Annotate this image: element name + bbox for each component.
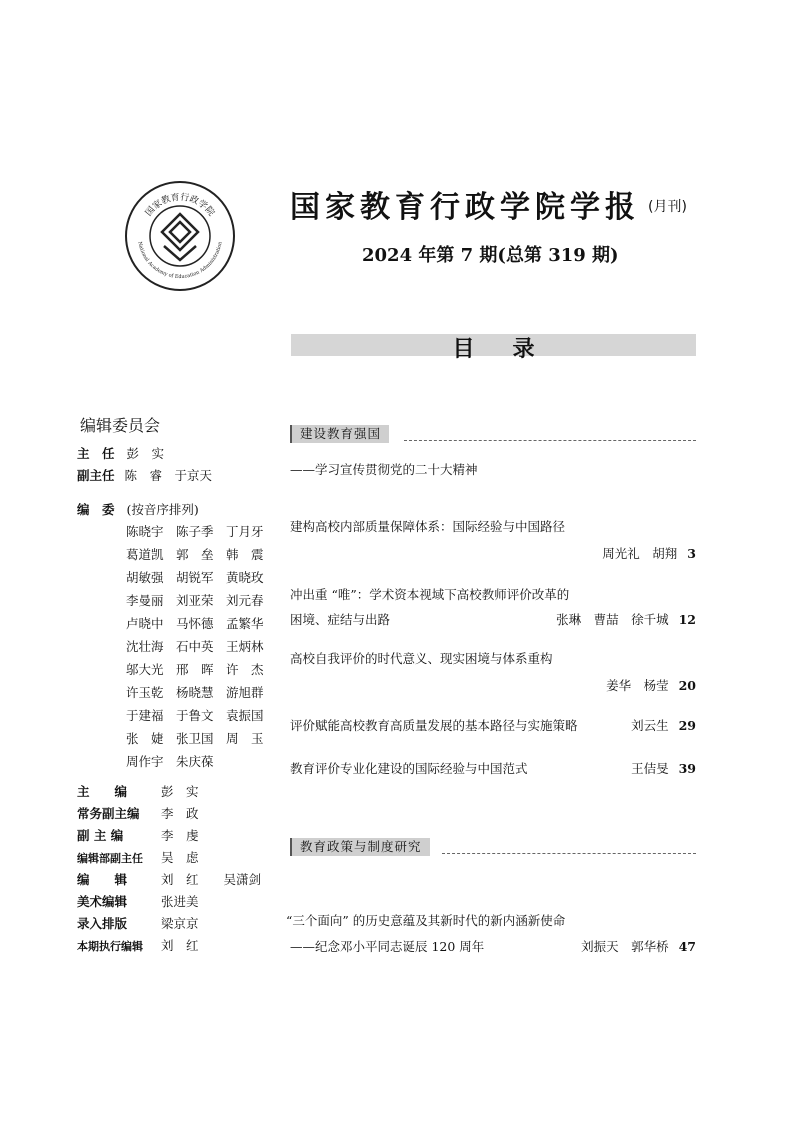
article-authors: 周光礼 胡翔 [602,546,678,561]
academy-logo [124,180,236,292]
editorial-board-heading: 编辑委员会 [80,416,161,435]
deputy-label: 副主任 [77,468,115,483]
member-row: 张 婕 张卫国 周 玉 [126,731,264,746]
staff-role: 录入排版 [77,916,128,931]
journal-title: 国家教育行政学院学报 [290,190,640,225]
staff-row [77,782,199,800]
director-name: 彭 实 [126,446,165,461]
member-row: 沈壮海 石中英 王炳林 [126,639,264,654]
staff-role: 编辑部副主任 [77,852,143,865]
article-byline [581,937,696,955]
director-label: 主 任 [77,446,115,461]
staff-row [77,826,199,844]
article-title[interactable]: 评价赋能高校教育高质量发展的基本路径与实施策略 [290,718,578,733]
toc-title: 目录 [452,337,573,362]
staff-name: 张进美 [161,894,199,909]
staff-row [77,892,199,910]
deputy-name: 陈 睿 于京天 [124,468,213,483]
article-authors: 刘云生 [631,718,669,733]
staff-name: 刘 红 吴潇剑 [161,872,262,887]
member-row: 许玉乾 杨晓慧 游旭群 [126,685,264,700]
journal-frequency: (月刊) [648,199,687,215]
staff-row [77,804,199,822]
staff-role: 副 主 编 [77,828,124,843]
staff-role: 本期执行编辑 [77,940,143,953]
member-row: 卢晓中 马怀德 孟繁华 [126,616,264,631]
member-row: 于建福 于鲁文 袁振国 [126,708,264,723]
article-title-cont[interactable]: 困境、症结与出路 [290,612,391,627]
article-title-cont[interactable]: ——纪念邓小平同志诞辰 120 周年 [290,939,485,954]
staff-row [77,914,199,932]
section-subtitle: ——学习宣传贯彻党的二十大精神 [290,462,478,477]
article-title[interactable]: 高校自我评价的时代意义、现实困境与体系重构 [290,651,553,666]
staff-name: 梁京京 [161,916,199,931]
article-byline [602,544,696,562]
member-row: 胡敏强 胡锐军 黄晓玫 [126,570,264,585]
staff-name: 刘 红 [161,938,199,953]
article-page: 20 [678,678,696,693]
article-byline [631,716,696,734]
section-tag: 建设教育强国 [290,425,389,443]
article-byline [631,759,696,777]
member-row: 邬大光 邢 晖 许 杰 [126,662,264,677]
member-row: 李曼丽 刘亚荣 刘元春 [126,593,264,608]
staff-name: 李 政 [161,806,199,821]
article-byline [606,676,696,694]
members-row [77,500,199,518]
deputy-row [77,466,212,484]
article-page: 3 [687,546,696,561]
staff-name: 吴 虑 [161,850,199,865]
article-title[interactable]: 教育评价专业化建设的国际经验与中国范式 [290,761,528,776]
section-divider [404,440,696,441]
svg-text:National Academy of Education: National Academy of Education Administration [136,241,224,281]
article-page: 39 [678,761,696,776]
staff-row [77,870,261,888]
member-row: 陈晓宇 陈子季 丁月牙 [126,524,264,539]
members-note: (按音序排列) [126,502,199,517]
staff-role: 常务副主编 [77,806,140,821]
section-tag: 教育政策与制度研究 [290,838,430,856]
article-authors: 张琳 曹喆 徐千城 [556,612,669,627]
staff-row [77,848,199,866]
article-authors: 王佶旻 [631,761,669,776]
staff-role: 主 编 [77,784,128,799]
staff-name: 李 虔 [161,828,199,843]
svg-text:国家教育行政学院: 国家教育行政学院 [144,192,216,219]
director-row [77,444,164,462]
article-authors: 姜华 杨莹 [606,678,669,693]
members-label: 编 委 [77,502,115,517]
article-page: 12 [678,612,696,627]
staff-role: 美术编辑 [77,894,128,909]
article-title[interactable]: 建构高校内部质量保障体系：国际经验与中国路径 [290,519,566,534]
member-row: 周作宇 朱庆葆 [126,754,214,769]
article-page: 47 [678,939,696,954]
article-title[interactable]: “三个面向” 的历史意蕴及其新时代的新内涵新使命 [286,913,566,928]
issue-number: 2024 年第 7 期(总第 319 期) [362,245,619,266]
member-row: 葛道凯 郭 垒 韩 震 [126,547,264,562]
staff-name: 彭 实 [161,784,199,799]
article-title[interactable]: 冲出重 “唯”：学术资本视域下高校教师评价改革的 [290,587,570,602]
article-byline [556,610,696,628]
section-divider [442,853,696,854]
staff-role: 编 辑 [77,872,128,887]
article-page: 29 [678,718,696,733]
article-authors: 刘振天 郭华桥 [581,939,669,954]
staff-row [77,936,199,954]
